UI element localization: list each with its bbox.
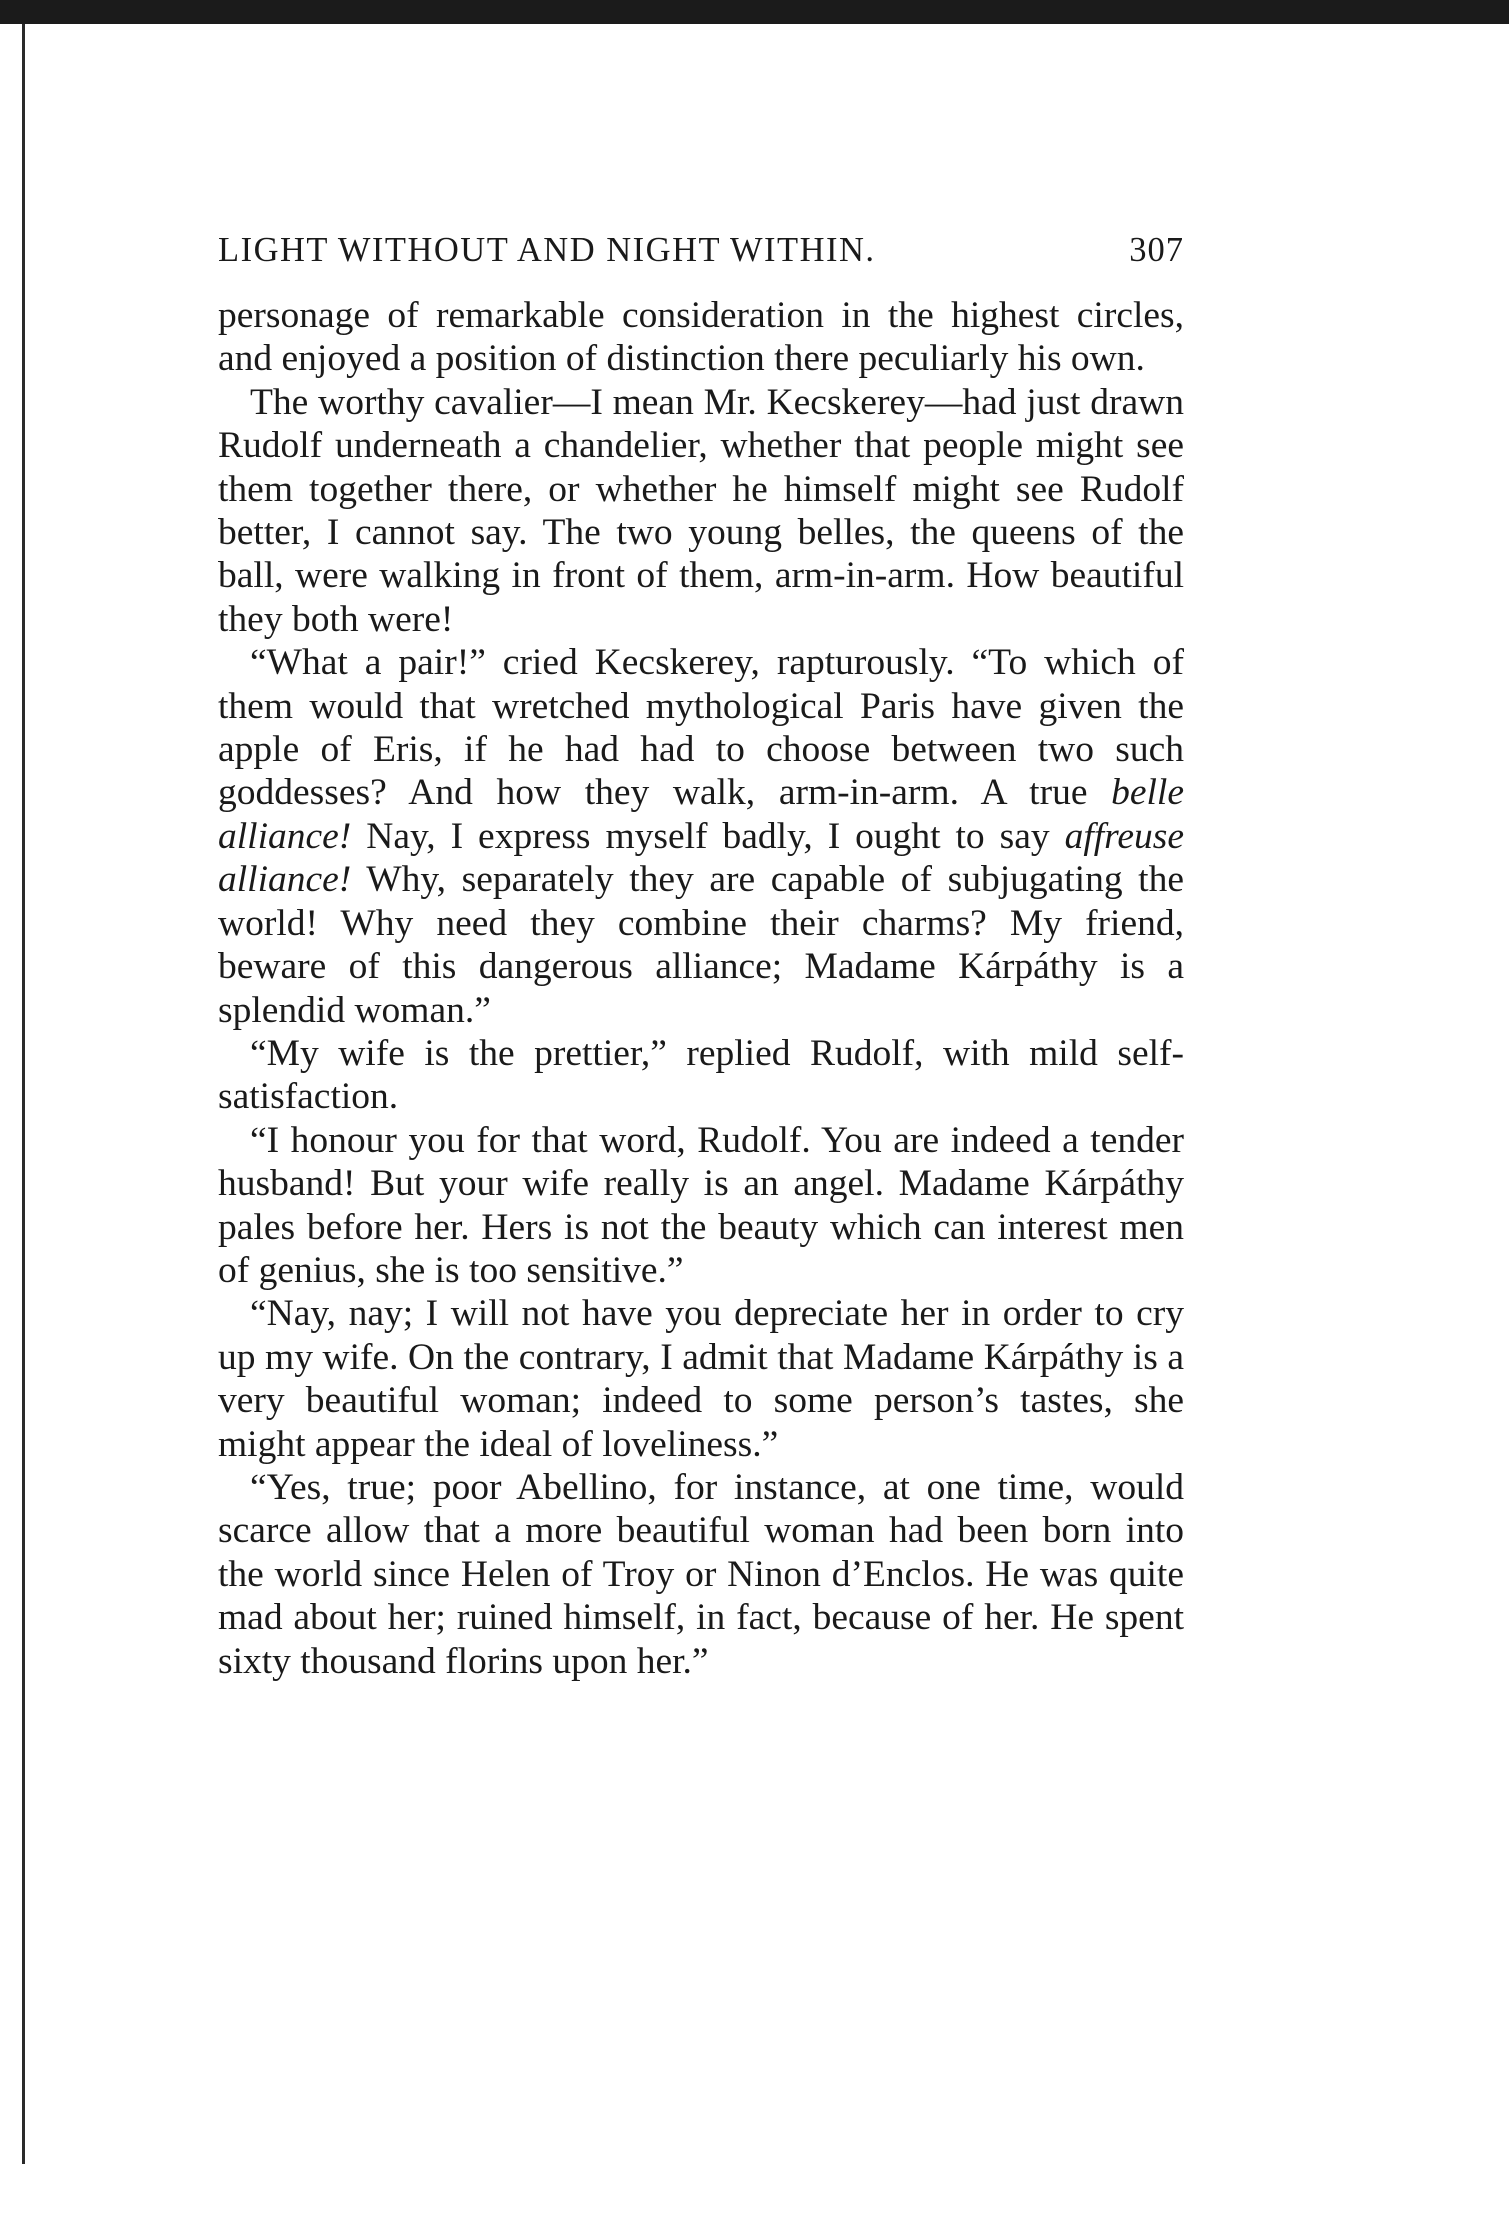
paragraph-1: personage of remarkable consideration in the highest circles, and enjoyed a position of distinction there peculiarly his own.	[218, 295, 1184, 380]
paragraph-5: “I honour you for that word, Rudolf. You are indeed a tender husband! But your wife really is an angel. Madame Kárpáthy pales before her. Hers is not the beauty which can interest men of genius, she is too sensitive.”	[218, 1119, 1184, 1291]
page-number: 307	[1129, 231, 1184, 269]
paragraph-6: “Nay, nay; I will not have you depreciate her in order to cry up my wife. On the contrary, I admit that Madame Kárpáthy is a very beautiful woman; indeed to some person’s tastes, she might appear the ideal of loveliness.”	[218, 1293, 1184, 1465]
paragraph-3	[218, 641, 1184, 1032]
paragraph-3-part-1: “What a pair!” cried Kecskerey, rapturously. “To which of them would that wretched mythological Paris have given the apple of Eris, if he had had to choose between two such goddesses? And how they walk, arm-in-arm. A true	[218, 642, 1184, 814]
paragraph-3-part-2: Nay, I express myself badly, I ought to say	[351, 815, 1065, 857]
paragraph-7: “Yes, true; poor Abellino, for instance, at one time, would scarce allow that a more beautiful woman had been born into the world since Helen of Troy or Ninon d’Enclos. He was quite mad about her; ruined himself, in fact, because of her. He spent sixty thousand florins upon her.”	[218, 1466, 1184, 1682]
paragraph-3-italic-affreuse-alliance: affreuse alliance!	[218, 815, 1184, 901]
scan-left-border	[22, 24, 25, 2164]
paragraph-2: The worthy cavalier—I mean Mr. Kecskerey—had just drawn Rudolf underneath a chandelier, whether that people might see them together there, or whether he himself might see Rudolf better, I cannot say. The two young belles, the queens of the ball, were walking in front of them, arm-in-arm. How beautiful they both were!	[218, 381, 1184, 640]
chapter-title: LIGHT WITHOUT AND NIGHT WITHIN.	[218, 231, 876, 269]
body-text	[218, 294, 1184, 1683]
paragraph-3-italic-belle-alliance: belle alliance!	[218, 772, 1184, 857]
running-head	[218, 228, 1184, 272]
scan-top-border	[0, 0, 1509, 24]
paragraph-3-part-3: Why, separately they are capable of subjugating the world! Why need they combine their charms? My friend, beware of this dangerous alliance; Madame Kárpáthy is a splendid woman.”	[218, 859, 1184, 1031]
paragraph-4: “My wife is the prettier,” replied Rudolf, with mild self-satisfaction.	[218, 1032, 1184, 1118]
book-page	[218, 228, 1184, 1683]
